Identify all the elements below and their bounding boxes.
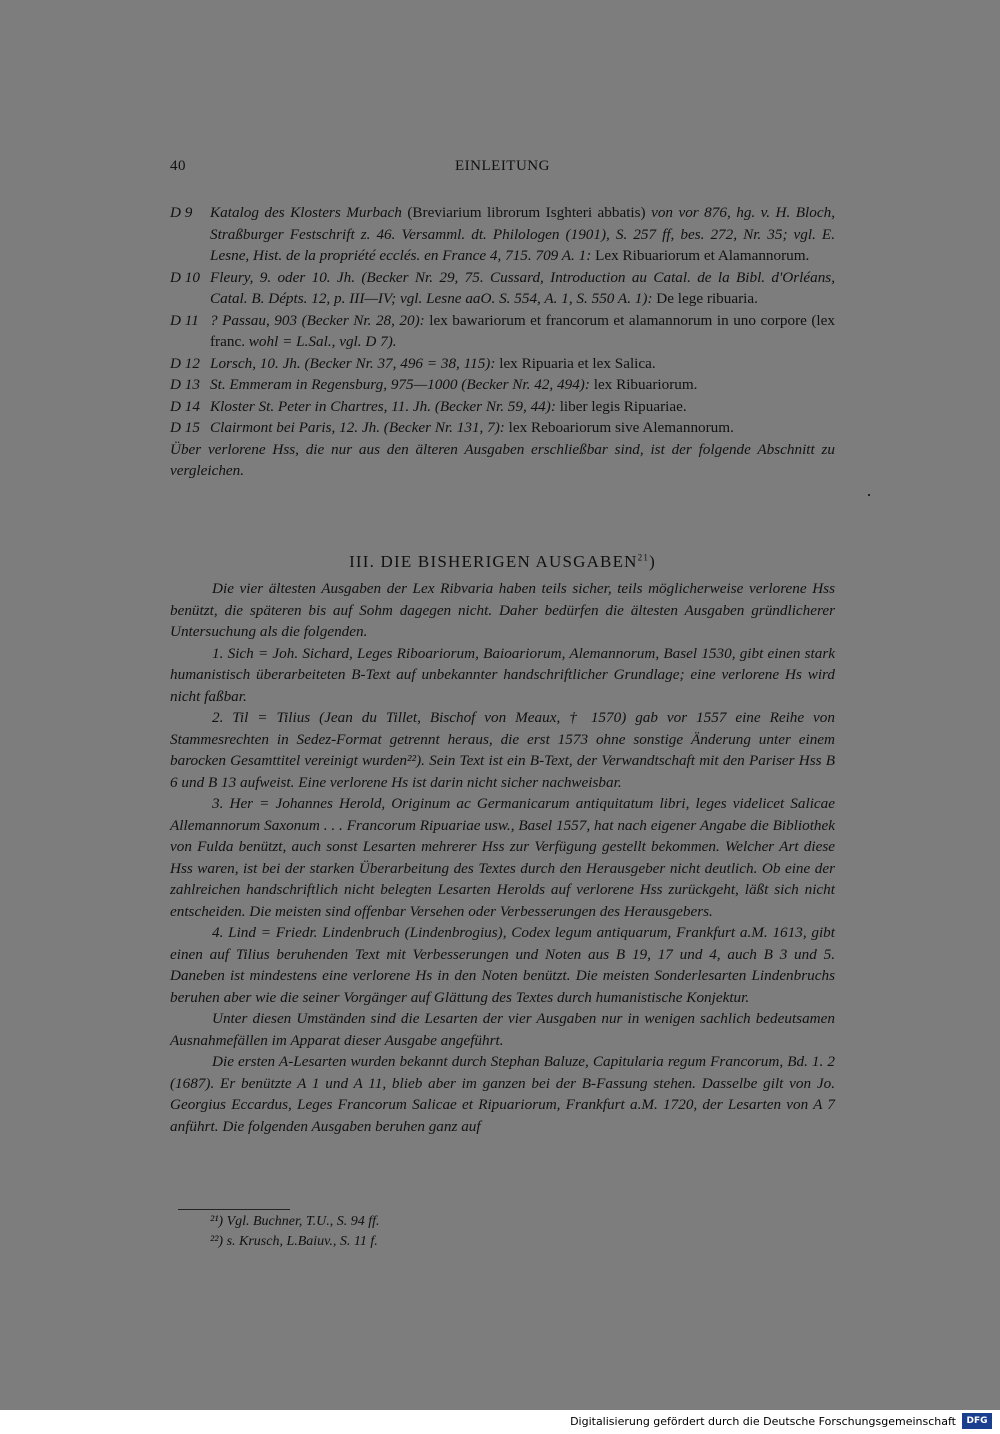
entry-siglum: D 10 (170, 268, 200, 286)
entry-text: Fleury, 9. oder 10. Jh. (Becker Nr. 29, 75. Cussard, Introduction au Catal. de la Bibl. d'Orléans, Catal. B. Dépts. 12, p. III—IV; vgl. Lesne aaO. S. 554, A. 1, S. 550 A. 1): De lege ribuaria. (210, 268, 835, 307)
list-item (170, 310, 835, 353)
paragraph: Unter diesen Umständen sind die Lesarten der vier Ausgaben nur in wenigen sachlich bedeutsamen Ausnahmefällen im Apparat dieser Ausgabe angeführt. (170, 1010, 835, 1049)
footnote-mark: ²²) (210, 1234, 224, 1249)
paragraph: 2. Til = Tilius (Jean du Tillet, Bischof von Meaux, † 1570) gab vor 1557 eine Reihe von Stammesrechten in Sedez-Format getrennt heraus, die erst 1573 ohne sonstige Änderung unter einem barocken Gesamttitel vereinigt wurden²²). Sein Text ist ein B-Text, der Verwandtschaft mit den Pariser Hss B 6 und B 13 aufweist. Eine verlorene Hs ist darin nicht sicher nachweisbar. (170, 709, 835, 791)
section-heading: III. DIE BISHERIGEN AUSGABEN$^{21}$) (349, 552, 656, 571)
footnote-divider (178, 1209, 290, 1210)
running-title: EINLEITUNG (455, 158, 550, 174)
entry-siglum: D 15 (170, 419, 200, 436)
list-item (170, 417, 835, 439)
scan-speck (868, 494, 870, 496)
entry-siglum: D 12 (170, 354, 200, 372)
entry-siglum: D 13 (170, 376, 200, 393)
footnote (210, 1234, 378, 1250)
list-item (170, 267, 835, 310)
entry-siglum: D 11 (170, 311, 199, 329)
footnote (210, 1214, 380, 1230)
footnote-text: s. Krusch, L.Baiuv., S. 11 f. (226, 1234, 378, 1249)
footnote-text: Vgl. Buchner, T.U., S. 94 ff. (226, 1214, 380, 1229)
entry-text: Kloster St. Peter in Chartres, 11. Jh. (Becker Nr. 59, 44): liber legis Ripuariae. (210, 397, 687, 415)
funding-credit: Digitalisierung gefördert durch die Deutsche Forschungsgemeinschaft (570, 1415, 956, 1428)
section-body (170, 578, 835, 1137)
entry-siglum: D 14 (170, 397, 200, 415)
list-item (170, 374, 835, 396)
entry-text: Clairmont bei Paris, 12. Jh. (Becker Nr. 131, 7): lex Reboariorum sive Alemannorum. (210, 419, 734, 436)
page-header (170, 158, 835, 180)
paragraph: 1. Sich = Joh. Sichard, Leges Riboariorum, Baioariorum, Alemannorum, Basel 1530, gibt einen stark humanistisch überarbeiteten B-Text auf unbekannter handschriftlicher Grundlage; eine verlorene Hs wird nicht faßbar. (170, 644, 835, 705)
list-item (170, 202, 835, 267)
entry-text: St. Emmeram in Regensburg, 975—1000 (Becker Nr. 42, 494): lex Ribuariorum. (210, 376, 698, 393)
paragraph: 4. Lind = Friedr. Lindenbruch (Lindenbrogius), Codex legum antiquarum, Frankfurt a.M. 1613, gibt einen auf Tilius beruhenden Text mit Verbesserungen und Noten aus B 19, 17 und 4, auch B 3 und 5. Daneben ist mindestens eine verlorene Hs in den Noten benützt. Die meisten Sonderlesarten Lindenbruchs beruhen aber wie die seiner Vorgänger auf Glättung des Textes durch humanistische Konjektur. (170, 924, 835, 1006)
entry-text: Lorsch, 10. Jh. (Becker Nr. 37, 496 = 38, 115): lex Ripuaria et lex Salica. (210, 354, 656, 372)
entry-text: ? Passau, 903 (Becker Nr. 28, 20): lex bawariorum et francorum et alamannorum in uno corpore (lex franc. wohl = L.Sal., vgl. D 7). (210, 311, 835, 350)
footnote-ref: 21 (637, 552, 650, 563)
paragraph: Die ersten A-Lesarten wurden bekannt durch Stephan Baluze, Capitularia regum Francorum, Bd. 1. 2 (1687). Er benützte A 1 und A 11, blieb aber im ganzen bei der B-Fassung stehen. Dasselbe gilt von Jo. Georgius Eccardus, Leges Francorum Salicae et Ripuariorum, Frankfurt a.M. 1720, der Lesarten von A 7 anführt. Die folgenden Ausgaben beruhen ganz auf (170, 1053, 835, 1135)
entry-siglum: D 9 (170, 204, 193, 221)
manuscript-list (170, 202, 835, 482)
list-item (170, 353, 835, 375)
page-number: 40 (170, 158, 186, 174)
cross-reference-note: Über verlorene Hss, die nur aus den älteren Ausgaben erschließbar sind, ist der folgende Abschnitt zu vergleichen. (170, 440, 835, 479)
entry-text: Katalog des Klosters Murbach (Breviarium librorum Isghteri abbatis) von vor 876, hg. v. H. Bloch, Straßburger Festschrift z. 46. Versamml. dt. Philologen (1901), S. 257 ff, bes. 272, Nr. 35; vgl. E. Lesne, Hist. de la propriété ecclés. en France 4, 715. 709 A. 1: Lex Ribuariorum et Alamannorum. (210, 204, 835, 264)
dfg-logo[interactable]: DFG (962, 1413, 992, 1429)
paragraph: 3. Her = Johannes Herold, Originum ac Germanicarum antiquitatum libri, leges videlicet Salicae Allemannorum Saxonum . . . Francorum Ripuariae usw., Basel 1557, hat nach eigener Angabe die Bibliothek von Fulda benützt, auch sonst Lesarten mehrerer Hss zur Verfügung gestellt bekommen. Welcher Art diese Hss waren, ist bei der starken Überarbeitung des Textes durch den Herausgeber nicht deutlich. Ob eine der zahlreichen handschriftlich nicht belegten Lesarten Herolds auf verlorene Hss zurückgeht, läßt sich nicht entscheiden. Die meisten sind offenbar Versehen oder Verbesserungen des Herausgebers. (170, 795, 835, 920)
list-item (170, 396, 835, 418)
footnote-mark: ²¹) (210, 1214, 224, 1229)
paragraph: Die vier ältesten Ausgaben der Lex Ribvaria haben teils sicher, teils möglicherweise verlorene Hss benützt, die späteren bis auf Sohm dagegen nicht. Daher bedürfen die ältesten Ausgaben gründlicherer Untersuchung als die folgenden. (170, 580, 835, 640)
viewer-footer (0, 1410, 1000, 1434)
